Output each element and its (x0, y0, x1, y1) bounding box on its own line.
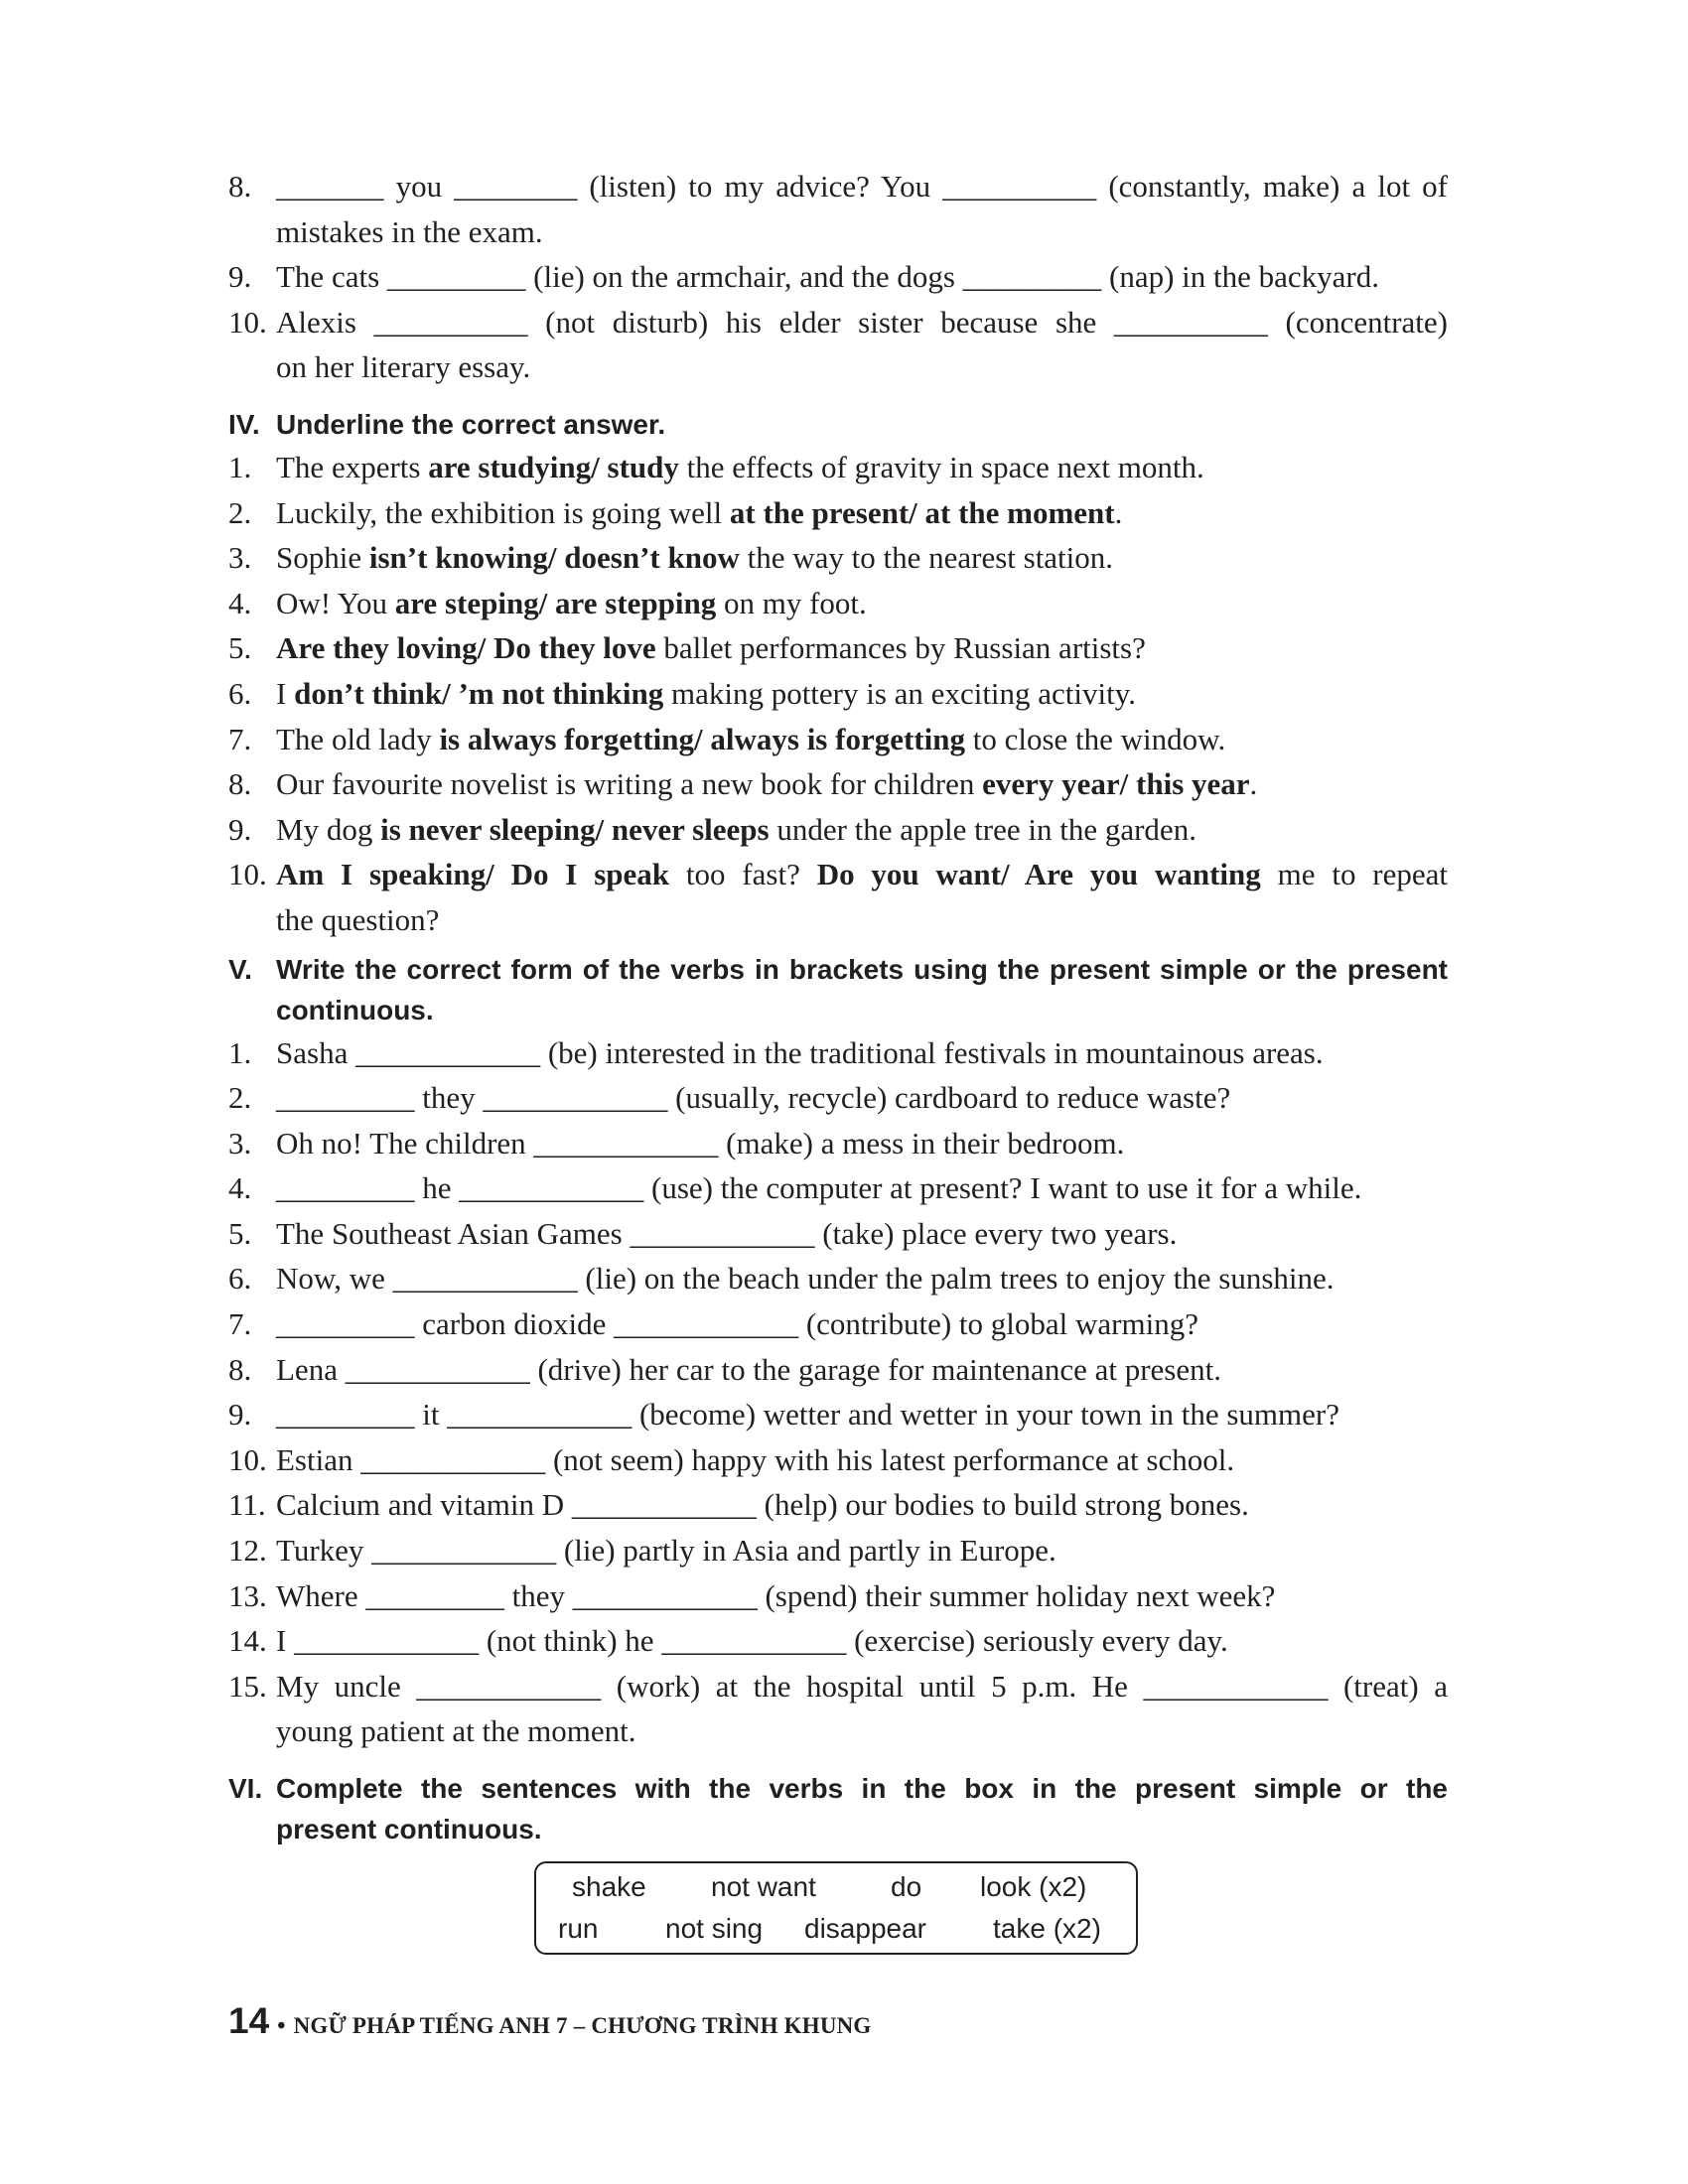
exercise-item (228, 1347, 1448, 1393)
exercise-item (228, 1030, 1448, 1076)
item-text: too fast? (669, 857, 817, 892)
item-number: 4. (228, 585, 252, 620)
item-number: 1. (228, 1034, 252, 1070)
exercise-item (228, 625, 1448, 671)
item-number: 2. (228, 494, 252, 530)
exercise-item (228, 581, 1448, 626)
page-number: 14 (228, 2000, 270, 2041)
item-text: Now, we ____________ (lie) on the beach under the palm trees to enjoy the sunshine. (276, 1261, 1335, 1297)
item-text: ballet performances by Russian artists? (655, 630, 1146, 666)
answer-options[interactable]: is never sleeping/ never sleeps (380, 811, 770, 847)
item-number: 9. (228, 811, 252, 847)
item-text: the way to the nearest station. (739, 540, 1114, 576)
exercise-item (228, 1437, 1448, 1483)
item-text: Ow! You (276, 585, 395, 620)
item-continuation: the question? (276, 901, 440, 937)
section-title: Complete the sentences with the verbs in the box in the present simple or the (276, 1773, 1448, 1804)
item-text: I (276, 675, 295, 711)
item-text: Luckily, the exhibition is going well (276, 494, 730, 530)
section-number: IV. (228, 408, 260, 440)
item-number: 10. (228, 1441, 267, 1477)
answer-options[interactable]: isn’t knowing/ doesn’t know (368, 540, 740, 576)
exercise-item (228, 807, 1448, 853)
item-text: The cats _________ (lie) on the armchair, and the dogs _________ (nap) in the backyard. (276, 259, 1379, 295)
answer-options[interactable]: is always forgetting/ always is forgetting (439, 721, 965, 756)
item-text: Estian ____________ (not seem) happy with his latest performance at school. (276, 1441, 1235, 1477)
item-text: My uncle ____________ (work) at the hospital until 5 p.m. He ____________ (treat) a (276, 1668, 1448, 1704)
item-text: Where _________ they ____________ (spend) their summer holiday next week? (276, 1577, 1276, 1613)
book-title: NGỮ PHÁP TIẾNG ANH 7 – CHƯƠNG TRÌNH KHUNG (293, 2013, 872, 2038)
section-6-heading (228, 1768, 1448, 1809)
item-text: me to repeat (1260, 857, 1449, 892)
box-word: do (891, 1871, 922, 1902)
item-text: the effects of gravity in space next month. (678, 449, 1204, 484)
exercise-item (228, 1528, 1448, 1573)
item-number: 8. (228, 169, 252, 204)
box-word: not want (711, 1871, 816, 1902)
item-text: Alexis __________ (not disturb) his elder sister because she __________ (concentrate) (276, 304, 1448, 340)
item-number: 7. (228, 1306, 252, 1342)
item-number: 10. (228, 304, 267, 340)
item-text: The old lady (276, 721, 440, 756)
exercise-item (228, 1121, 1448, 1166)
exercise-item (228, 1301, 1448, 1347)
exercise-item (228, 1482, 1448, 1528)
item-number: 1. (228, 449, 252, 484)
item-number: 3. (228, 540, 252, 576)
item-text: _________ he ____________ (use) the computer at present? I want to use it for a while. (276, 1170, 1362, 1206)
item-text: . (1114, 494, 1123, 530)
exercise-item (228, 300, 1448, 345)
answer-options[interactable]: Am I speaking/ Do I speak (276, 857, 670, 892)
exercise-item (228, 535, 1448, 581)
item-continuation: mistakes in the exam. (276, 213, 543, 249)
section-5-items (228, 1030, 1448, 1755)
exercise-item (228, 1392, 1448, 1437)
item-text: Sophie (276, 540, 369, 576)
item-number: 5. (228, 630, 252, 666)
item-text: to close the window. (964, 721, 1226, 756)
section-number: VI. (228, 1773, 263, 1804)
exercise-item (228, 717, 1448, 762)
item-number: 11. (228, 1487, 266, 1523)
item-text: Turkey ____________ (lie) partly in Asia and partly in Europe. (276, 1533, 1056, 1569)
item-text: _______ you ________ (listen) to my advice? You __________ (constantly, make) a lot of (276, 169, 1448, 204)
answer-options[interactable]: Are they loving/ Do they love (276, 630, 656, 666)
section-5-heading (228, 949, 1448, 990)
item-continuation: young patient at the moment. (276, 1713, 636, 1749)
item-number: 10. (228, 857, 267, 892)
section-4-items (228, 445, 1448, 943)
item-number: 3. (228, 1125, 252, 1160)
exercise-item (228, 164, 1448, 209)
item-text: Our favourite novelist is writing a new book for children (276, 766, 983, 802)
answer-options[interactable]: Do you want/ Are you wanting (816, 857, 1261, 892)
box-word: disappear (804, 1913, 926, 1944)
answer-options[interactable]: at the present/ at the moment (729, 494, 1115, 530)
item-continuation: on her literary essay. (276, 349, 531, 385)
item-number: 7. (228, 721, 252, 756)
item-number: 12. (228, 1533, 267, 1569)
word-box (534, 1861, 1138, 1955)
exercise-item (228, 445, 1448, 490)
item-number: 4. (228, 1170, 252, 1206)
exercise-item (228, 1664, 1448, 1709)
exercise-item (228, 671, 1448, 717)
item-number: 6. (228, 675, 252, 711)
bullet-separator: • (277, 2013, 286, 2039)
item-number: 9. (228, 259, 252, 295)
worksheet-page (228, 164, 1448, 1849)
exercise-item (228, 1165, 1448, 1211)
exercise-item (228, 254, 1448, 300)
answer-options[interactable]: are steping/ are stepping (394, 585, 717, 620)
box-word: not sing (665, 1913, 764, 1944)
item-text: Oh no! The children ____________ (make) a mess in their bedroom. (276, 1125, 1125, 1160)
exercise-item (228, 1573, 1448, 1619)
box-word: shake (572, 1871, 646, 1902)
item-text: Sasha ____________ (be) interested in the traditional festivals in mountainous areas. (276, 1034, 1324, 1070)
section-number: V. (228, 953, 252, 985)
exercise-item (228, 1211, 1448, 1257)
item-text: I ____________ (not think) he ____________ (exercise) seriously every day. (276, 1623, 1228, 1659)
item-text: making pottery is an exciting activity. (663, 675, 1136, 711)
item-number: 8. (228, 766, 252, 802)
item-number: 13. (228, 1577, 267, 1613)
answer-options[interactable]: every year/ this year (982, 766, 1250, 802)
section-6-heading-cont: present continuous. (276, 1814, 542, 1844)
item-text: Calcium and vitamin D ____________ (help) our bodies to build strong bones. (276, 1487, 1249, 1523)
item-text: _________ it ____________ (become) wetter and wetter in your town in the summer? (276, 1397, 1339, 1433)
item-text: _________ carbon dioxide ____________ (contribute) to global warming? (276, 1306, 1198, 1342)
item-number: 8. (228, 1351, 252, 1387)
section-title: Write the correct form of the verbs in brackets using the present simple or the present (276, 953, 1448, 985)
item-text: My dog (276, 811, 381, 847)
answer-options[interactable]: are studying/ study (428, 449, 679, 484)
section-4-heading (228, 404, 1448, 445)
item-text: under the apple tree in the garden. (769, 811, 1196, 847)
item-text: on my foot. (716, 585, 867, 620)
section-title: Underline the correct answer. (276, 408, 666, 440)
section-3-continued (228, 164, 1448, 390)
box-word: run (558, 1913, 599, 1944)
section-5-heading-cont: continuous. (276, 994, 434, 1025)
item-number: 6. (228, 1261, 252, 1297)
exercise-item (228, 1256, 1448, 1301)
item-number: 5. (228, 1215, 252, 1251)
item-number: 15. (228, 1668, 267, 1704)
item-text: _________ they ____________ (usually, recycle) cardboard to reduce waste? (276, 1080, 1231, 1116)
item-text: . (1249, 766, 1258, 802)
answer-options[interactable]: don’t think/ ’m not thinking (294, 675, 664, 711)
exercise-item (228, 1618, 1448, 1664)
exercise-item (228, 1075, 1448, 1121)
box-word: look (x2) (980, 1871, 1087, 1902)
exercise-item (228, 490, 1448, 536)
item-text: The experts (276, 449, 429, 484)
box-word: take (x2) (993, 1913, 1101, 1944)
exercise-item (228, 852, 1448, 897)
item-text: The Southeast Asian Games ____________ (take) place every two years. (276, 1215, 1178, 1251)
page-footer (228, 2000, 872, 2042)
item-number: 2. (228, 1080, 252, 1116)
item-text: Lena ____________ (drive) her car to the garage for maintenance at present. (276, 1351, 1221, 1387)
item-number: 9. (228, 1397, 252, 1433)
exercise-item (228, 761, 1448, 807)
item-number: 14. (228, 1623, 267, 1659)
